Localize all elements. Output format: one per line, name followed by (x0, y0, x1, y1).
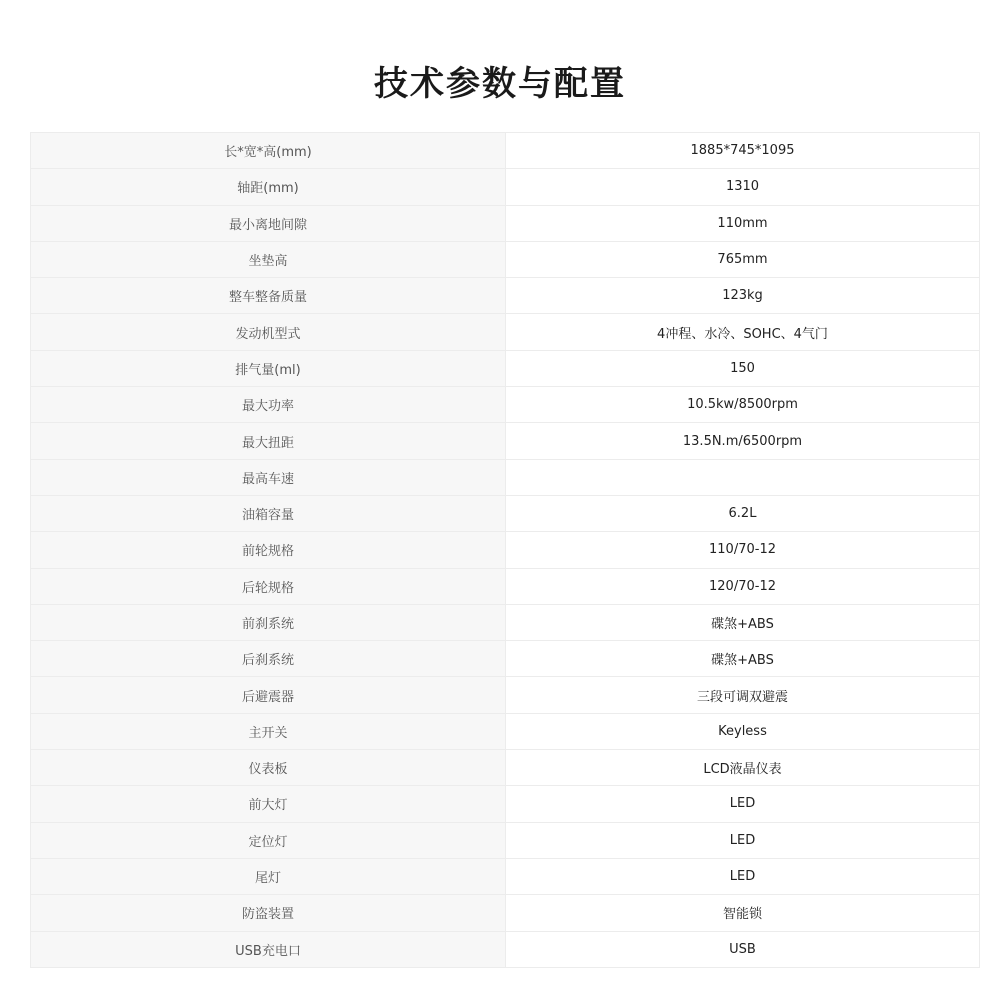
param-value: LCD液晶仪表 (506, 750, 980, 786)
param-value: LED (506, 822, 980, 858)
param-value: 智能锁 (506, 895, 980, 931)
param-value (506, 459, 980, 495)
param-name: 最高车速 (31, 459, 506, 495)
table-row (31, 169, 980, 205)
param-name: 长*宽*高(mm) (31, 133, 506, 169)
param-name: 发动机型式 (31, 314, 506, 350)
param-name: 最大扭距 (31, 423, 506, 459)
param-value: 120/70-12 (506, 568, 980, 604)
table-row (31, 205, 980, 241)
param-name: 轴距(mm) (31, 169, 506, 205)
table-row (31, 133, 980, 169)
param-name: 前轮规格 (31, 532, 506, 568)
param-name: 前大灯 (31, 786, 506, 822)
param-name: 防盗装置 (31, 895, 506, 931)
param-value: 765mm (506, 241, 980, 277)
spec-table (30, 132, 980, 968)
param-value: 碟煞+ABS (506, 604, 980, 640)
table-row (31, 931, 980, 967)
table-row (31, 677, 980, 713)
table-row (31, 350, 980, 386)
table-row (31, 895, 980, 931)
param-value: 150 (506, 350, 980, 386)
param-name: 尾灯 (31, 858, 506, 894)
param-value: 110/70-12 (506, 532, 980, 568)
table-row (31, 641, 980, 677)
param-name: 后轮规格 (31, 568, 506, 604)
param-value: LED (506, 786, 980, 822)
param-value: 4冲程、水冷、SOHC、4气门 (506, 314, 980, 350)
table-row (31, 858, 980, 894)
param-value: 碟煞+ABS (506, 641, 980, 677)
param-name: 排气量(ml) (31, 350, 506, 386)
param-name: 油箱容量 (31, 495, 506, 531)
table-row (31, 713, 980, 749)
param-name: 整车整备质量 (31, 278, 506, 314)
param-value: 1885*745*1095 (506, 133, 980, 169)
param-value: Keyless (506, 713, 980, 749)
table-row (31, 423, 980, 459)
param-name: 坐垫高 (31, 241, 506, 277)
table-row (31, 459, 980, 495)
table-row (31, 278, 980, 314)
table-row (31, 314, 980, 350)
table-row (31, 495, 980, 531)
param-value: LED (506, 858, 980, 894)
param-name: 最大功率 (31, 387, 506, 423)
param-name: 前刹系统 (31, 604, 506, 640)
table-row (31, 568, 980, 604)
table-row (31, 387, 980, 423)
param-value: 123kg (506, 278, 980, 314)
param-name: 定位灯 (31, 822, 506, 858)
table-row (31, 241, 980, 277)
table-row (31, 786, 980, 822)
param-value: 三段可调双避震 (506, 677, 980, 713)
page-title: 技术参数与配置 (374, 63, 626, 104)
table-row (31, 604, 980, 640)
param-name: 后刹系统 (31, 641, 506, 677)
param-value: USB (506, 931, 980, 967)
table-row (31, 750, 980, 786)
param-value: 13.5N.m/6500rpm (506, 423, 980, 459)
param-value: 10.5kw/8500rpm (506, 387, 980, 423)
param-name: 主开关 (31, 713, 506, 749)
param-value: 110mm (506, 205, 980, 241)
param-name: 最小离地间隙 (31, 205, 506, 241)
param-value: 1310 (506, 169, 980, 205)
param-value: 6.2L (506, 495, 980, 531)
param-name: 仪表板 (31, 750, 506, 786)
param-name: USB充电口 (31, 931, 506, 967)
table-row (31, 822, 980, 858)
table-row (31, 532, 980, 568)
param-name: 后避震器 (31, 677, 506, 713)
